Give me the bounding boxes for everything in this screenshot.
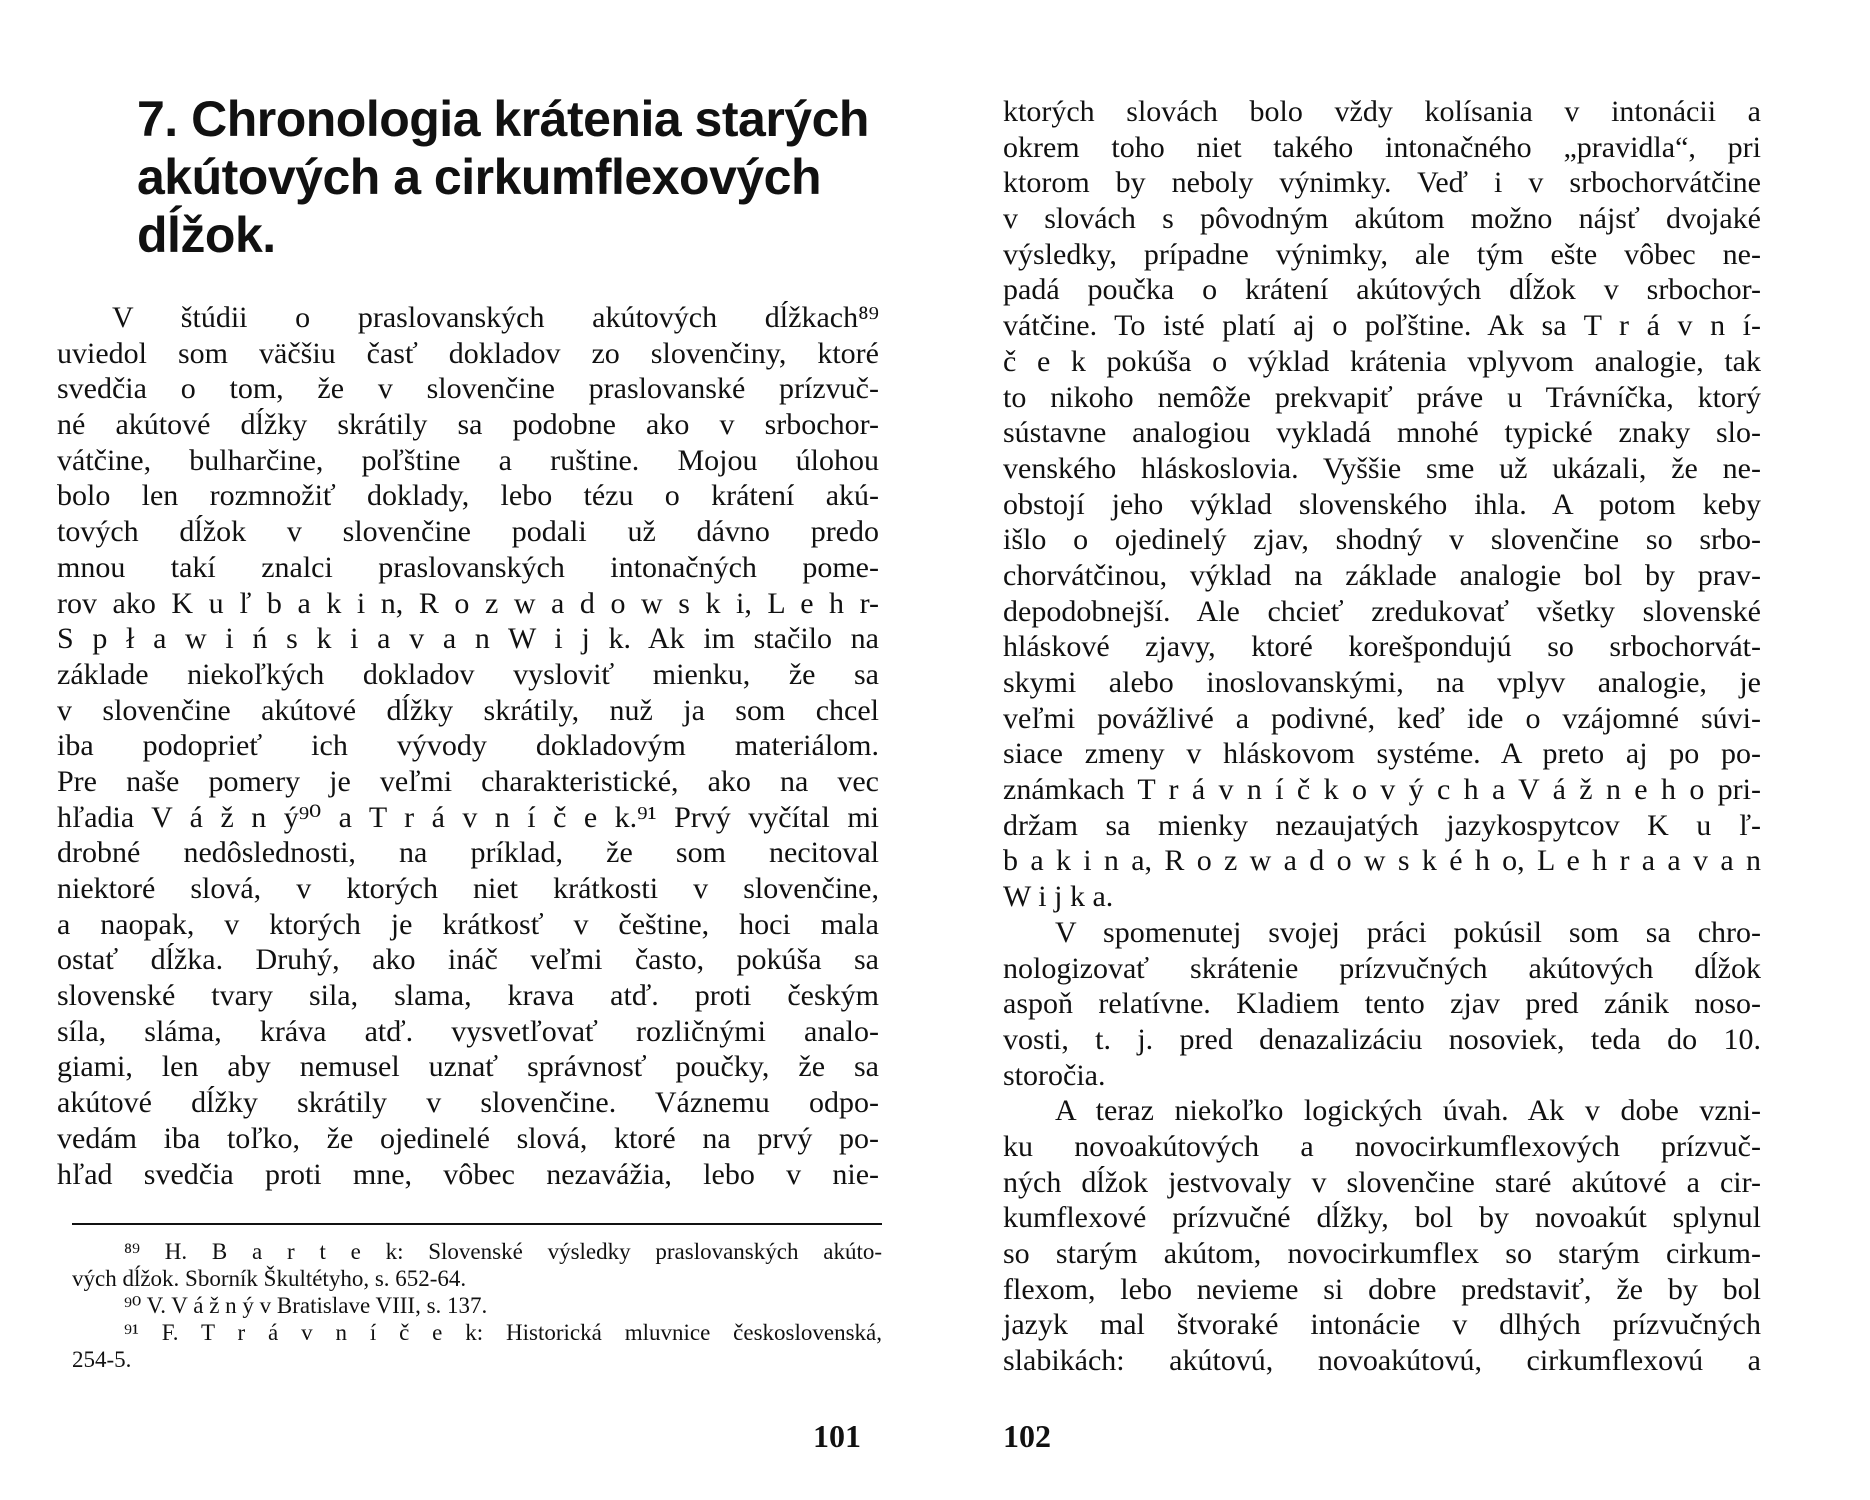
text-line: bolo len rozmnožiť doklady, lebo tézu o krátení akú- <box>57 479 879 513</box>
left-body-text <box>57 300 879 1192</box>
footnote-line: 254-5. <box>72 1347 132 1372</box>
text-line: sústavne analogiou vykladá mnohé typické znaky slo- <box>1003 416 1761 450</box>
text-line: A teraz niekoľko logických úvah. Ak v dobe vzni- <box>1055 1094 1761 1128</box>
text-line: vátčine, bulharčine, poľštine a ruštine. Mojou úlohou <box>57 443 879 477</box>
text-line: ktorých slovách bolo vždy kolísania v intonácii a <box>1003 95 1761 128</box>
text-line: drobné nedôslednosti, na príklad, že som necitoval <box>57 836 879 870</box>
text-line: giami, len aby nemusel uznať správnosť poučky, že sa <box>57 1050 879 1084</box>
text-line: kumflexové prízvučné dĺžky, bol by novoakút splynul <box>1003 1201 1761 1235</box>
text-line: uviedol som väčšiu časť dokladov zo slovenčiny, ktoré <box>57 336 879 370</box>
text-line: storočia. <box>1003 1058 1106 1092</box>
page-number: 102 <box>1003 1418 1051 1454</box>
text-line: aspoň relatívne. Kladiem tento zjav pred zánik noso- <box>1003 987 1761 1021</box>
text-line: okrem toho niet takého intonačného „pravidla“, pri <box>1003 130 1761 164</box>
text-line: b a k i n a, R o z w a d o w s k é h o, L e h r a a v a n <box>1003 844 1761 878</box>
text-line: svedčia o tom, že v slovenčine praslovanské prízvuč- <box>57 372 879 406</box>
footnote-line: ⁹⁰ V. V á ž n ý v Bratislave VIII, s. 137. <box>124 1293 488 1318</box>
text-line: mnou takí znalci praslovanských intonačných pome- <box>57 550 879 584</box>
text-line: rov ako K u ľ b a k i n, R o z w a d o w s k i, L e h r- <box>57 586 879 620</box>
text-line: č e k pokúša o výklad krátenia vplyvom analogie, tak <box>1003 344 1761 378</box>
text-line: Pre naše pomery je veľmi charakteristické, ako na vec <box>57 764 879 798</box>
text-line: vedám iba toľko, že ojedinelé slová, ktoré na prvý po- <box>57 1121 879 1155</box>
text-line: síla, sláma, kráva atď. vysvetľovať rozličnými analo- <box>57 1014 879 1048</box>
text-line: to nikoho nemôže prekvapiť práve u Trávníčka, ktorý <box>1003 380 1761 414</box>
text-line: výsledky, prípadne výnimky, ale tým ešte vôbec ne- <box>1003 237 1761 271</box>
right-page <box>935 0 1870 1500</box>
text-line: veľmi povážlivé a podivné, keď ide o vzájomné súvi- <box>1003 701 1761 735</box>
text-line: držam sa mienky nezaujatých jazykospytcov K u ľ- <box>1003 808 1761 842</box>
text-line: ku novoakútových a novocirkumflexových prízvuč- <box>1003 1129 1761 1163</box>
text-line: niektoré slová, v ktorých niet krátkosti v slovenčine, <box>57 872 879 905</box>
text-line: slabikách: akútovú, novoakútovú, cirkumflexovú a <box>1003 1344 1761 1378</box>
text-line: flexom, lebo nevieme si dobre predstaviť, že by bol <box>1003 1272 1761 1306</box>
text-line: siace zmeny v hláskovom systéme. A preto aj po po- <box>1003 737 1761 771</box>
text-line: v slovách s pôvodným akútom možno nájsť dvojaké <box>1003 202 1761 236</box>
text-line: so starým akútom, novocirkumflex so starým cirkum- <box>1003 1237 1761 1270</box>
page-number: 101 <box>813 1418 861 1454</box>
text-line: iba podoprieť ich vývody dokladovým materiálom. <box>57 729 879 763</box>
text-line: hláskové zjavy, ktoré korešpondujú so srbochorvát- <box>1003 630 1761 664</box>
text-line: išlo o ojedinelý zjav, shodný v slovenčine so srbo- <box>1003 523 1761 557</box>
text-line: tových dĺžok v slovenčine podali už dávno predo <box>57 515 879 549</box>
footnote-line: ⁸⁹ H. B a r t e k: Slovenské výsledky praslovanských akúto- <box>124 1239 882 1264</box>
footnotes <box>72 1238 882 1373</box>
text-line: ostať dĺžka. Druhý, ako ináč veľmi často, pokúša sa <box>57 943 879 977</box>
text-line: hľad svedčia proti mne, vôbec nezavážia, lebo v nie- <box>57 1157 879 1191</box>
text-line: známkach T r á v n í č k o v ý c h a V á ž n e h o pri- <box>1003 773 1761 807</box>
footnote-line: ⁹¹ F. T r á v n í č e k: Historická mluvnice československá, <box>124 1320 882 1345</box>
text-line: slovenské tvary sila, slama, krava atď. proti českým <box>57 979 879 1013</box>
text-line: a naopak, v ktorých je krátkosť v češtine, hoci mala <box>57 907 879 941</box>
footnote-line: vých dĺžok. Sborník Škultétyho, s. 652-64. <box>72 1266 467 1291</box>
text-line: obstojí jeho výklad slovenského ihla. A potom keby <box>1003 487 1761 521</box>
text-line: padá poučka o krátení akútových dĺžok v srbochor- <box>1003 273 1761 307</box>
text-line: základe niekoľkých dokladov vysloviť mienku, že sa <box>57 657 879 691</box>
text-line: akútové dĺžky skrátily v slovenčine. Váznemu odpo- <box>57 1086 879 1120</box>
text-line: vátčine. To isté platí aj o poľštine. Ak sa T r á v n í- <box>1003 309 1761 343</box>
text-line: hľadia V á ž n ý⁹⁰ a T r á v n í č e k.⁹¹ Prvý vyčítal mi <box>57 800 879 834</box>
text-line: V štúdii o praslovanských akútových dĺžkach⁸⁹ <box>112 301 879 334</box>
footnote-divider <box>72 1223 882 1225</box>
chapter-title: 7. Chronologia krátenia starých akútových a cirkumflexových dĺžok. <box>137 91 869 263</box>
text-line: ktorom by neboly výnimky. Veď i v srbochorvátčine <box>1003 166 1761 200</box>
text-line: ných dĺžok jestvovaly v slovenčine staré akútové a cir- <box>1003 1165 1761 1199</box>
text-line: venského hláskoslovia. Vyššie sme už ukázali, že ne- <box>1003 451 1761 485</box>
text-line: v slovenčine akútové dĺžky skrátily, nuž ja som chcel <box>57 693 879 727</box>
text-line: chorvátčinou, výklad na základe analogie bol by prav- <box>1003 558 1761 592</box>
text-line: nologizovať skrátenie prízvučných akútových dĺžok <box>1003 951 1761 985</box>
text-line: né akútové dĺžky skrátily sa podobne ako v srbochor- <box>57 408 879 442</box>
right-body-text <box>1003 94 1761 1379</box>
text-line: S p ł a w i ń s k i a v a n W i j k. Ak im stačilo na <box>57 622 879 656</box>
text-line: skymi alebo inoslovanskými, na vplyv analogie, je <box>1003 666 1761 699</box>
text-line: depodobnejší. Ale chcieť zredukovať všetky slovenské <box>1003 594 1761 628</box>
text-line: jazyk mal štvoraké intonácie v dlhých prízvučných <box>1003 1308 1761 1342</box>
text-line: V spomenutej svojej práci pokúsil som sa chro- <box>1055 915 1761 949</box>
text-line: vosti, t. j. pred denazalizáciu nosoviek, teda do 10. <box>1003 1022 1761 1056</box>
text-line: W i j k a. <box>1003 880 1114 914</box>
